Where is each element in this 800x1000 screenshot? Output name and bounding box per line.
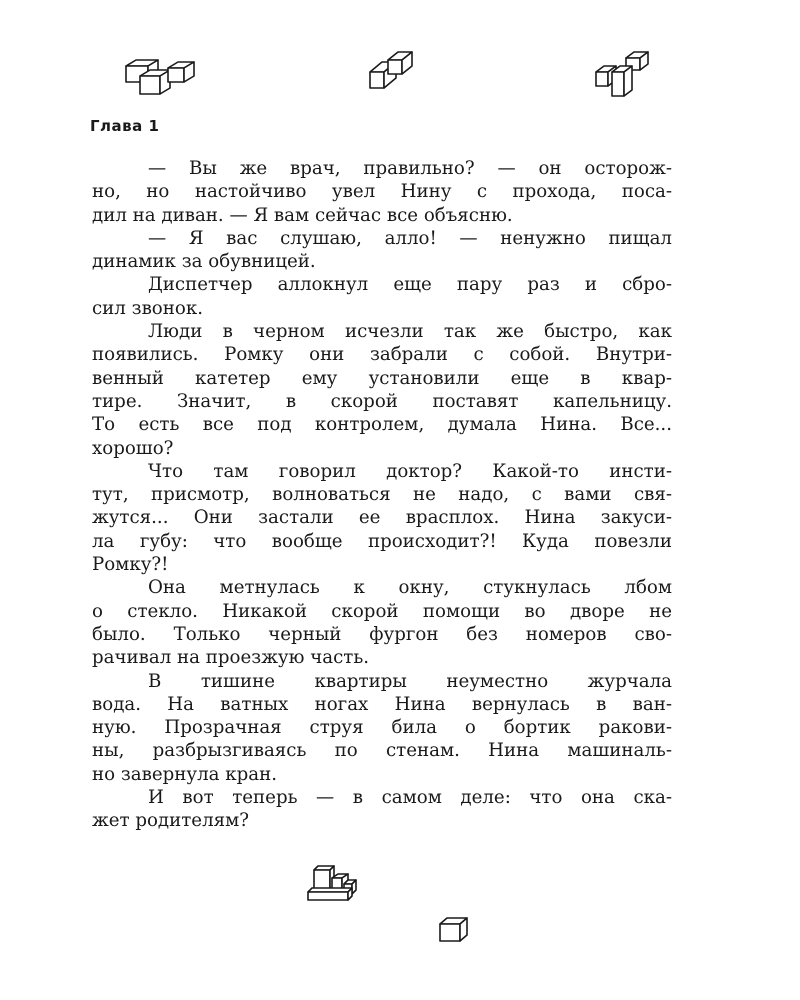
text-line: но, но настойчиво увел Нину с прохода, поса-: [92, 181, 672, 203]
text-line: ны, разбрызгиваясь по стенам. Нина машиналь-: [92, 740, 672, 762]
text-line: тире. Значит, в скорой поставят капельницу.: [92, 390, 672, 412]
chapter-heading: Глава 1: [90, 117, 160, 135]
cube-step-icon: [306, 864, 362, 904]
text-line: динамик за обувницей.: [92, 251, 316, 273]
text-line: — Я вас слушаю, алло! — ненужно пищал: [148, 227, 672, 249]
text-line: — Вы же врач, правильно? — он осторож-: [148, 158, 672, 179]
text-line: ную. Прозрачная струя била о бортик ракови-: [92, 717, 672, 739]
text-line: жутся... Они застали ее врасплох. Нина закуси-: [92, 507, 672, 529]
text-line: венный катетер ему установили еще в квар-: [92, 367, 672, 389]
text-line: рачивал на проезжую часть.: [92, 647, 370, 669]
text-line: То есть все под контролем, думала Нина. Все...: [92, 414, 672, 436]
cube-stack-icon: [594, 52, 652, 100]
body-text: [92, 157, 672, 833]
text-line: о стекло. Никакой скорой помощи во дворе не: [92, 600, 672, 622]
text-line: вода. На ватных ногах Нина вернулась в ван-: [92, 693, 672, 715]
text-line: тут, присмотр, волноваться не надо, с вами свя-: [92, 484, 672, 506]
text-line: хорошо?: [92, 437, 174, 459]
text-line: Диспетчер аллокнул еще пару раз и сбро-: [148, 274, 672, 296]
single-cube-icon: [438, 916, 470, 944]
text-line: Люди в черном исчезли так же быстро, как: [148, 321, 672, 343]
text-line: Ромку?!: [92, 554, 169, 576]
text-line: появились. Ромку они забрали с собой. Внутри-: [92, 344, 672, 366]
cube-pair-icon: [366, 48, 420, 92]
text-line: дил на диван. — Я вам сейчас все объясню.: [92, 204, 513, 226]
text-line: Она метнулась к окну, стукнулась лбом: [148, 577, 672, 599]
text-line: ла губу: что вообще происходит?! Куда повезли: [92, 530, 672, 552]
text-line: было. Только черный фургон без номеров сво-: [92, 623, 672, 645]
text-line: но завернула кран.: [92, 763, 278, 785]
text-line: жет родителям?: [92, 810, 250, 832]
text-line: Что там говорил доктор? Какой-то инсти-: [148, 460, 672, 482]
text-line: В тишине квартиры неуместно журчала: [148, 670, 672, 692]
cube-cluster-icon: [122, 52, 198, 98]
text-line: сил звонок.: [92, 297, 203, 319]
text-line: И вот теперь — в самом деле: что она ска-: [148, 787, 672, 809]
